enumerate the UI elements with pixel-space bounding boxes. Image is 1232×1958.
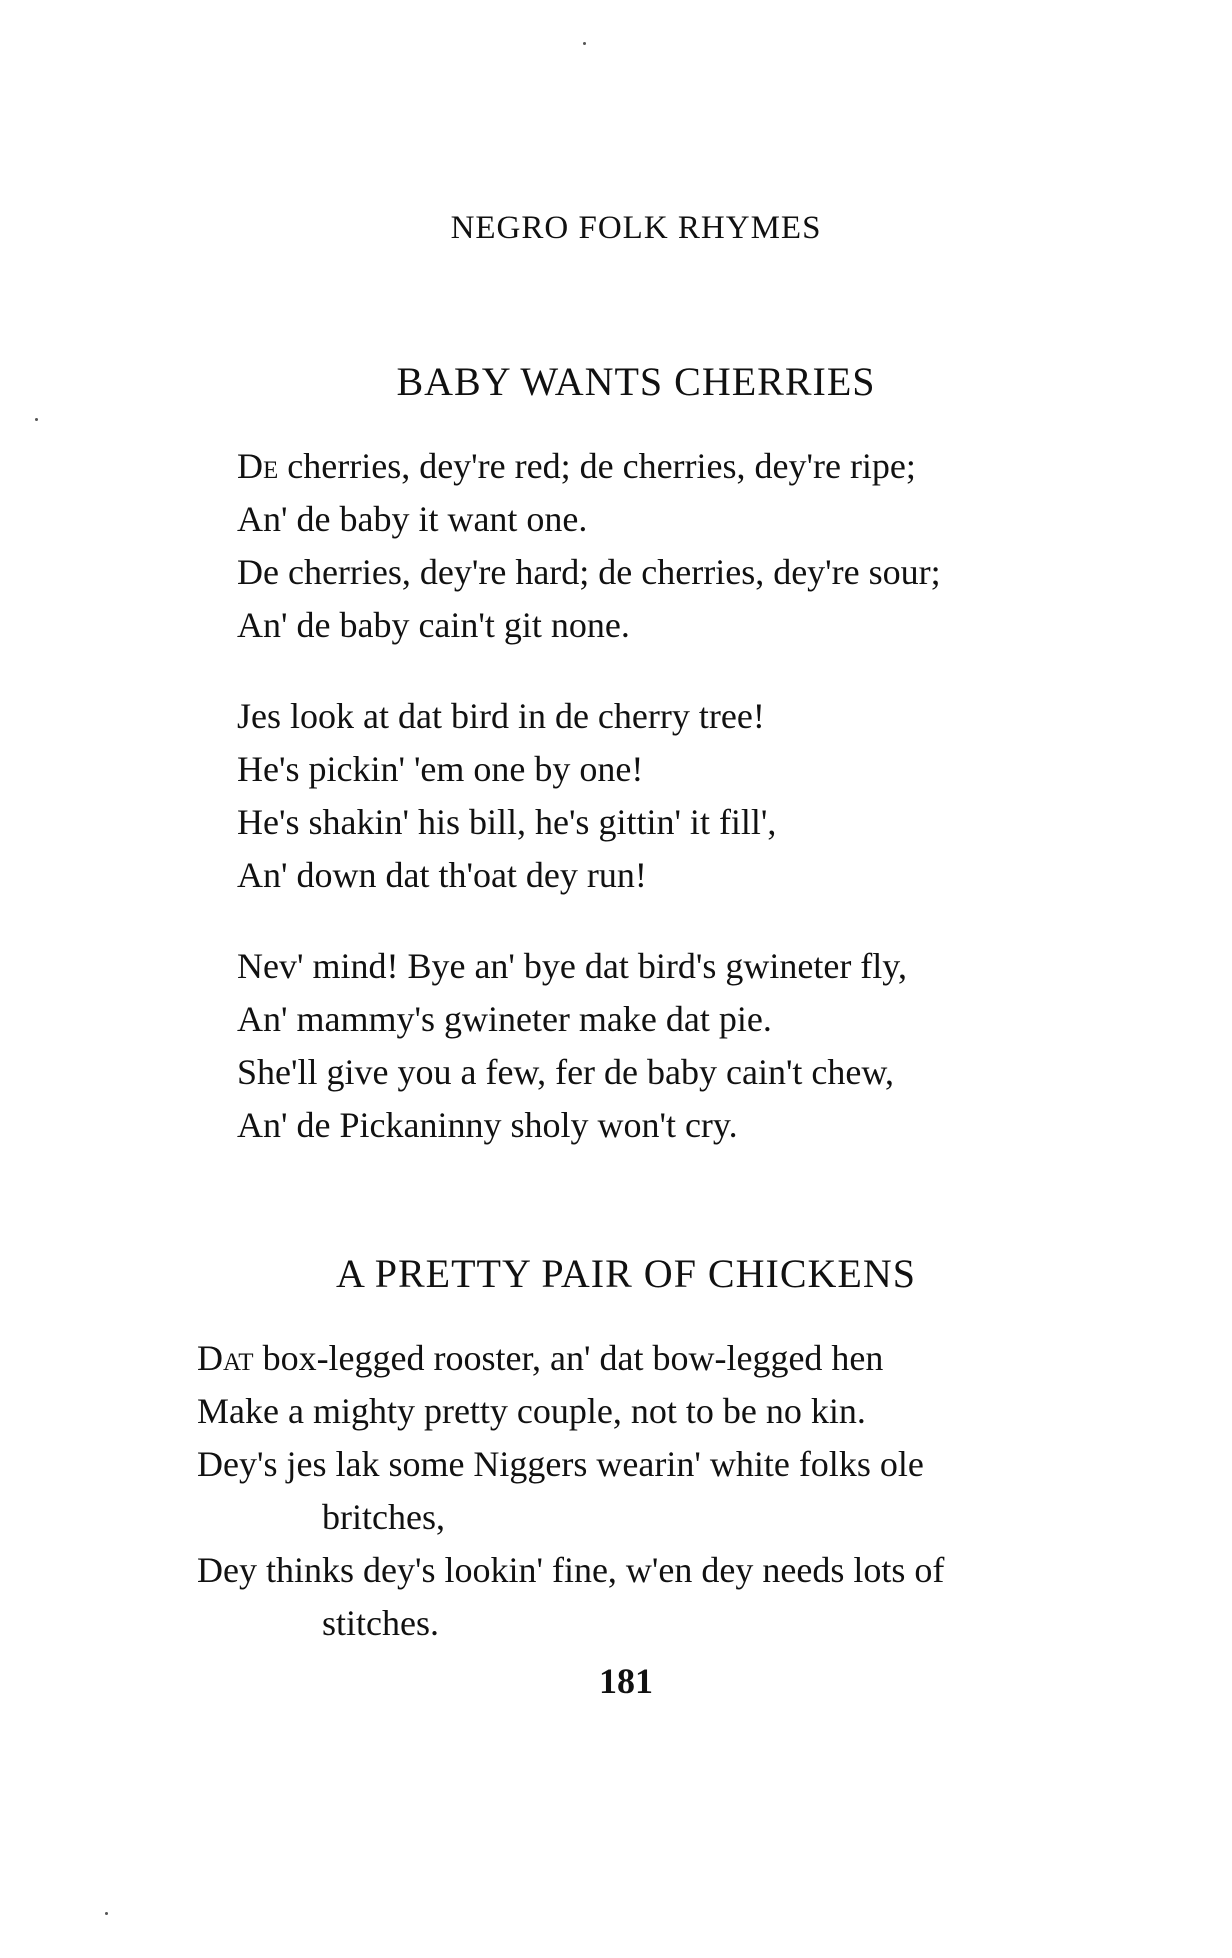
stanza-4 <box>197 1332 944 1650</box>
poem-title-pretty-pair-of-chickens: A PRETTY PAIR OF CHICKENS <box>336 1251 916 1296</box>
poem-line: An' de baby cain't git none. <box>237 605 630 645</box>
stanza-1 <box>237 440 941 652</box>
poem-line: Make a mighty pretty couple, not to be no kin. <box>197 1391 866 1431</box>
stanza-2 <box>237 690 776 902</box>
poem-line: An' de baby it want one. <box>237 499 588 539</box>
drop-word: Dat <box>197 1338 254 1378</box>
poem-line: Jes look at dat bird in de cherry tree! <box>237 696 765 736</box>
running-head: NEGRO FOLK RHYMES <box>450 210 822 246</box>
scan-speck <box>105 1912 108 1915</box>
poem-line: He's pickin' 'em one by one! <box>237 749 644 789</box>
poem-line <box>197 1332 944 1385</box>
poem-line <box>237 440 941 493</box>
line-rest: cherries, dey're red; de cherries, dey're ripe; <box>278 446 916 486</box>
scan-speck <box>583 42 586 45</box>
poem-line: He's shakin' his bill, he's gittin' it fill', <box>237 802 777 842</box>
line-rest: box-legged rooster, an' dat bow-legged hen <box>253 1338 884 1378</box>
poem-line-continuation: stitches. <box>322 1603 439 1643</box>
poem-line: An' mammy's gwineter make dat pie. <box>237 999 772 1039</box>
scan-speck <box>35 418 38 421</box>
stanza-3 <box>237 940 907 1152</box>
poem-line: An' de Pickaninny sholy won't cry. <box>237 1105 738 1145</box>
poem-line: Dey thinks dey's lookin' fine, w'en dey needs lots of <box>197 1550 945 1590</box>
page-number: 181 <box>599 1661 653 1701</box>
poem-title-baby-wants-cherries: BABY WANTS CHERRIES <box>396 359 876 404</box>
poem-line: An' down dat th'oat dey run! <box>237 855 647 895</box>
poem-line: She'll give you a few, fer de baby cain't chew, <box>237 1052 895 1092</box>
poem-line: Dey's jes lak some Niggers wearin' white folks ole <box>197 1444 924 1484</box>
drop-word: De <box>237 446 279 486</box>
poem-line: De cherries, dey're hard; de cherries, dey're sour; <box>237 552 941 592</box>
poem-line-continuation: britches, <box>322 1497 445 1537</box>
poem-line: Nev' mind! Bye an' bye dat bird's gwineter fly, <box>237 946 907 986</box>
